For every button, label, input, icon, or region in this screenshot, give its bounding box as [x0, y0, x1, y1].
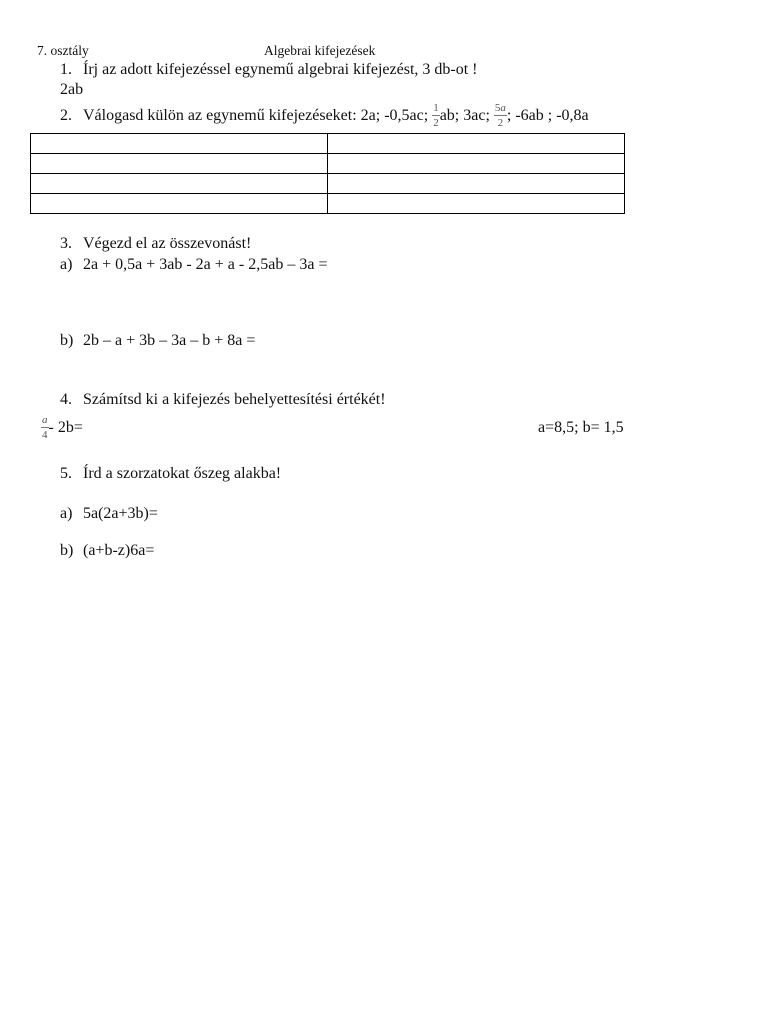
fraction-one-half — [432, 103, 440, 129]
fraction-one-half-numerator: 1 — [433, 102, 439, 115]
fraction-one-half-denominator: 2 — [433, 117, 439, 130]
table-cell[interactable] — [328, 154, 625, 174]
task-3b-expression: 2b – a + 3b – 3a – b + 8a = — [83, 332, 256, 349]
task-5a-label: a) — [60, 505, 73, 522]
task-3a-expression: 2a + 0,5a + 3ab - 2a + a - 2,5ab – 3a = — [83, 256, 328, 273]
fraction-five-a-denominator: 2 — [497, 117, 504, 130]
task-4-values: a=8,5; b= 1,5 — [538, 419, 624, 436]
task-3b — [60, 332, 255, 350]
table-cell[interactable] — [328, 134, 625, 154]
task-5b-expression: (a+b-z)6a= — [83, 542, 155, 559]
task-1 — [60, 61, 478, 79]
task-3-text: Végezd el az összevonást! — [83, 235, 252, 252]
task-4 — [60, 391, 386, 409]
fraction-a-quarter-numerator — [41, 415, 49, 428]
task-3a-label: a) — [60, 256, 73, 273]
worksheet-title: Algebrai kifejezések — [264, 43, 376, 58]
task-5a-expression: 5a(2a+3b)= — [83, 505, 158, 522]
table-row — [31, 174, 625, 194]
grade-label: 7. osztály — [37, 43, 89, 58]
task-3b-label: b) — [60, 332, 74, 349]
fraction-a-quarter — [41, 415, 49, 441]
fraction-a-quarter-var: a — [42, 414, 48, 427]
table-cell[interactable] — [31, 174, 328, 194]
task-3a — [60, 256, 327, 274]
task-4-text: Számítsd ki a kifejezés behelyettesítési értékét! — [83, 391, 386, 408]
task-1-given-expression: 2ab — [60, 81, 84, 98]
fraction-five-a-coef: 5 — [494, 102, 501, 115]
table-row — [31, 154, 625, 174]
task-2-text-before: Válogasd külön az egynemű kifejezéseket: 2a; -0,5ac; — [83, 107, 429, 124]
task-5a — [60, 505, 158, 523]
table-cell[interactable] — [31, 194, 328, 214]
table-cell[interactable] — [31, 134, 328, 154]
fraction-a-quarter-denominator: 4 — [42, 429, 48, 442]
task-4-expression — [41, 413, 83, 443]
task-3-number: 3. — [60, 235, 72, 252]
task-2-text-middle: ab; 3ac; — [439, 107, 490, 124]
sorting-table — [30, 133, 625, 214]
fraction-five-a-half — [494, 103, 507, 129]
task-5b-label: b) — [60, 542, 74, 559]
task-2 — [60, 102, 589, 130]
task-5b — [60, 542, 154, 560]
task-5-number: 5. — [60, 465, 72, 482]
fraction-five-a-var: a — [500, 102, 506, 115]
table-row — [31, 134, 625, 154]
task-4-number: 4. — [60, 391, 72, 408]
table-cell[interactable] — [31, 154, 328, 174]
table-row — [31, 194, 625, 214]
task-2-text-after: ; -6ab ; -0,8a — [506, 107, 589, 124]
task-1-number: 1. — [60, 61, 72, 78]
task-2-number: 2. — [60, 107, 72, 124]
table-cell[interactable] — [328, 194, 625, 214]
task-5 — [60, 465, 281, 483]
task-1-text: Írj az adott kifejezéssel egynemű algebrai kifejezést, 3 db-ot ! — [83, 61, 478, 78]
fraction-five-a-numerator — [494, 103, 507, 116]
task-4-expression-rest: - 2b= — [48, 419, 83, 436]
task-5-text: Írd a szorzatokat őszeg alakba! — [83, 465, 282, 482]
task-3 — [60, 235, 251, 253]
table-cell[interactable] — [328, 174, 625, 194]
